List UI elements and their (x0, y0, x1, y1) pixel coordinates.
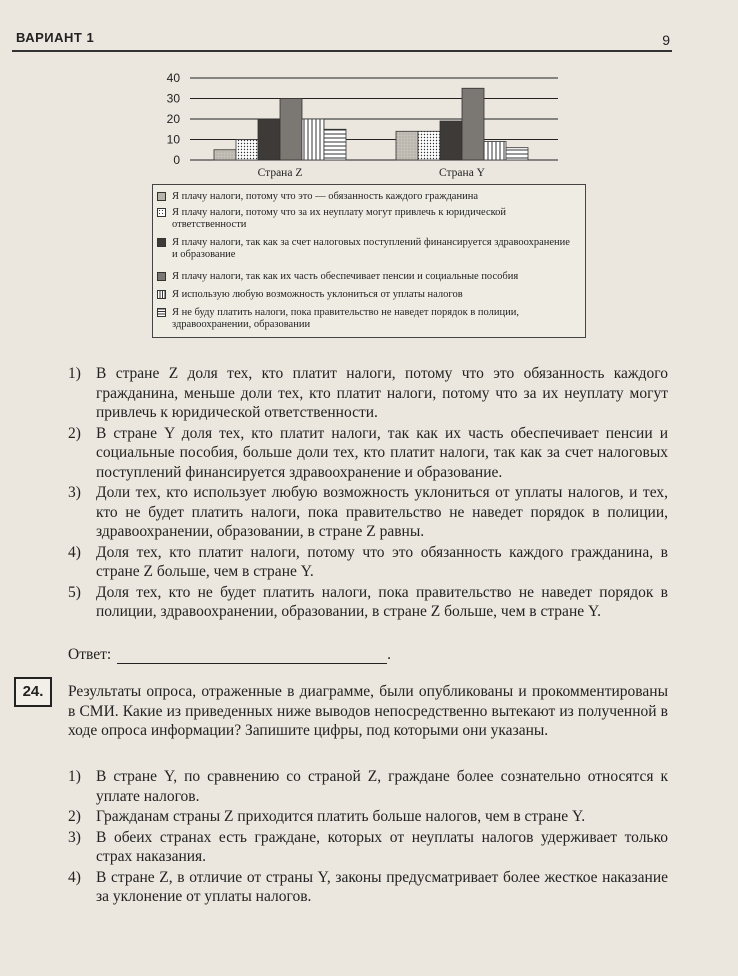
option-number: 3) (68, 828, 81, 846)
bar (440, 121, 462, 160)
legend-swatch (157, 238, 166, 247)
y-tick-label: 10 (166, 132, 180, 147)
q24-option (68, 828, 668, 867)
q23-option (68, 583, 668, 622)
q23-options (68, 364, 668, 623)
bar (396, 131, 418, 160)
bar (418, 131, 440, 160)
q23-option (68, 543, 668, 582)
option-text: Доли тех, кто использует любую возможность уклониться от уплаты налогов, и тех, кто не будет платить налоги, пока правительство не наведет порядок в полиции, здравоохранении, образовании, в стране Z равны. (96, 484, 668, 540)
q24-option (68, 767, 668, 806)
option-text: Доля тех, кто платит налоги, потому что это обязанность каждого гражданина, в стране Z больше, чем в стране Y. (96, 543, 668, 580)
y-tick-label: 30 (166, 91, 180, 106)
option-number: 2) (68, 424, 81, 442)
legend-swatch (157, 192, 166, 201)
y-tick-label: 40 (166, 71, 180, 85)
legend-label: Я использую любую возможность уклониться от уплаты налогов (172, 289, 463, 300)
option-number: 4) (68, 543, 81, 561)
question-number-box: 24. (14, 677, 52, 707)
option-text: В обеих странах есть граждане, которых от неуплаты налогов удерживает только страх наказания. (96, 828, 668, 865)
q24-option (68, 868, 668, 907)
x-category-label: Страна Y (439, 167, 485, 179)
chart-legend (152, 184, 586, 338)
answer-period: . (387, 646, 392, 663)
bar (484, 142, 506, 160)
q24-options (68, 767, 668, 908)
legend-swatch (157, 272, 166, 281)
answer-field[interactable] (117, 649, 387, 664)
y-tick-label: 0 (173, 153, 180, 167)
option-text: Доля тех, кто не будет платить налоги, пока правительство не наведет порядок в полиции, здравоохранении, образовании, в стране Z больше, чем в стране Y. (96, 583, 668, 620)
legend-label: Я плачу налоги, потому что это — обязанность каждого гражданина (172, 191, 478, 202)
q23-option (68, 424, 668, 483)
x-category-label: Страна Z (257, 167, 303, 179)
legend-label: Я плачу налоги, так как их часть обеспечивает пенсии и социальные пособия (172, 271, 519, 282)
option-text: Гражданам страны Z приходится платить больше налогов, чем в стране Y. (96, 808, 586, 825)
option-number: 1) (68, 365, 81, 382)
option-number: 2) (68, 808, 81, 825)
legend-label: Я плачу налоги, потому что за их неуплату могут привлечь к юридической ответственности (172, 207, 507, 230)
legend-swatch (157, 290, 166, 299)
option-text: В стране Y, по сравнению со страной Z, граждане более сознательно относятся к уплате налогов. (96, 768, 668, 805)
page-number: 9 (662, 32, 670, 48)
bar (462, 88, 484, 160)
q24-text: Результаты опроса, отраженные в диаграмме, были опубликованы и прокомментированы в СМИ. Какие из приведенных ниже выводов непосредственно вытекают из полученной в ходе опроса информации? Запишите цифры, под которыми они указаны. (68, 683, 668, 739)
q23-option (68, 483, 668, 542)
bar (280, 99, 302, 161)
bar-chart (150, 64, 570, 184)
option-number: 5) (68, 583, 81, 601)
variant-title: ВАРИАНТ 1 (16, 30, 95, 45)
bar (236, 140, 258, 161)
option-text: В стране Z доля тех, кто платит налоги, потому что это обязанность каждого гражданина, меньше доли тех, кто платит налоги, потому что за их неуплату могут привлечь к юридической ответственности. (96, 365, 668, 421)
answer-label: Ответ: (68, 646, 112, 663)
legend-label: Я плачу налоги, так как за счет налоговых поступлений финансируется здравоохранение и образование (172, 237, 570, 260)
bar (324, 129, 346, 160)
option-number: 3) (68, 484, 81, 501)
bar (258, 119, 280, 160)
q23-option (68, 364, 668, 423)
legend-label: Я не буду платить налоги, пока правительство не наведет порядок в полиции, здравоохранении, образовании (172, 307, 520, 330)
option-number: 1) (68, 768, 81, 785)
option-text: В стране Y доля тех, кто платит налоги, так как их часть обеспечивает пенсии и социальные пособия, больше доли тех, кто платит налоги, так как за счет налоговых поступлений финансируется здравоохранение и образование. (96, 424, 668, 481)
bar (506, 148, 528, 160)
option-text: В стране Z, в отличие от страны Y, законы предусматривает более жесткое наказание за уклонение от уплаты налогов. (96, 868, 668, 905)
legend-swatch (157, 208, 166, 217)
q24-option (68, 807, 668, 827)
option-number: 4) (68, 868, 81, 886)
legend-swatch (157, 308, 166, 317)
y-tick-label: 20 (166, 112, 180, 126)
page-header (12, 28, 672, 52)
chart-svg (150, 64, 570, 184)
bar (302, 119, 324, 160)
bar (214, 150, 236, 160)
answer-row (68, 646, 391, 664)
